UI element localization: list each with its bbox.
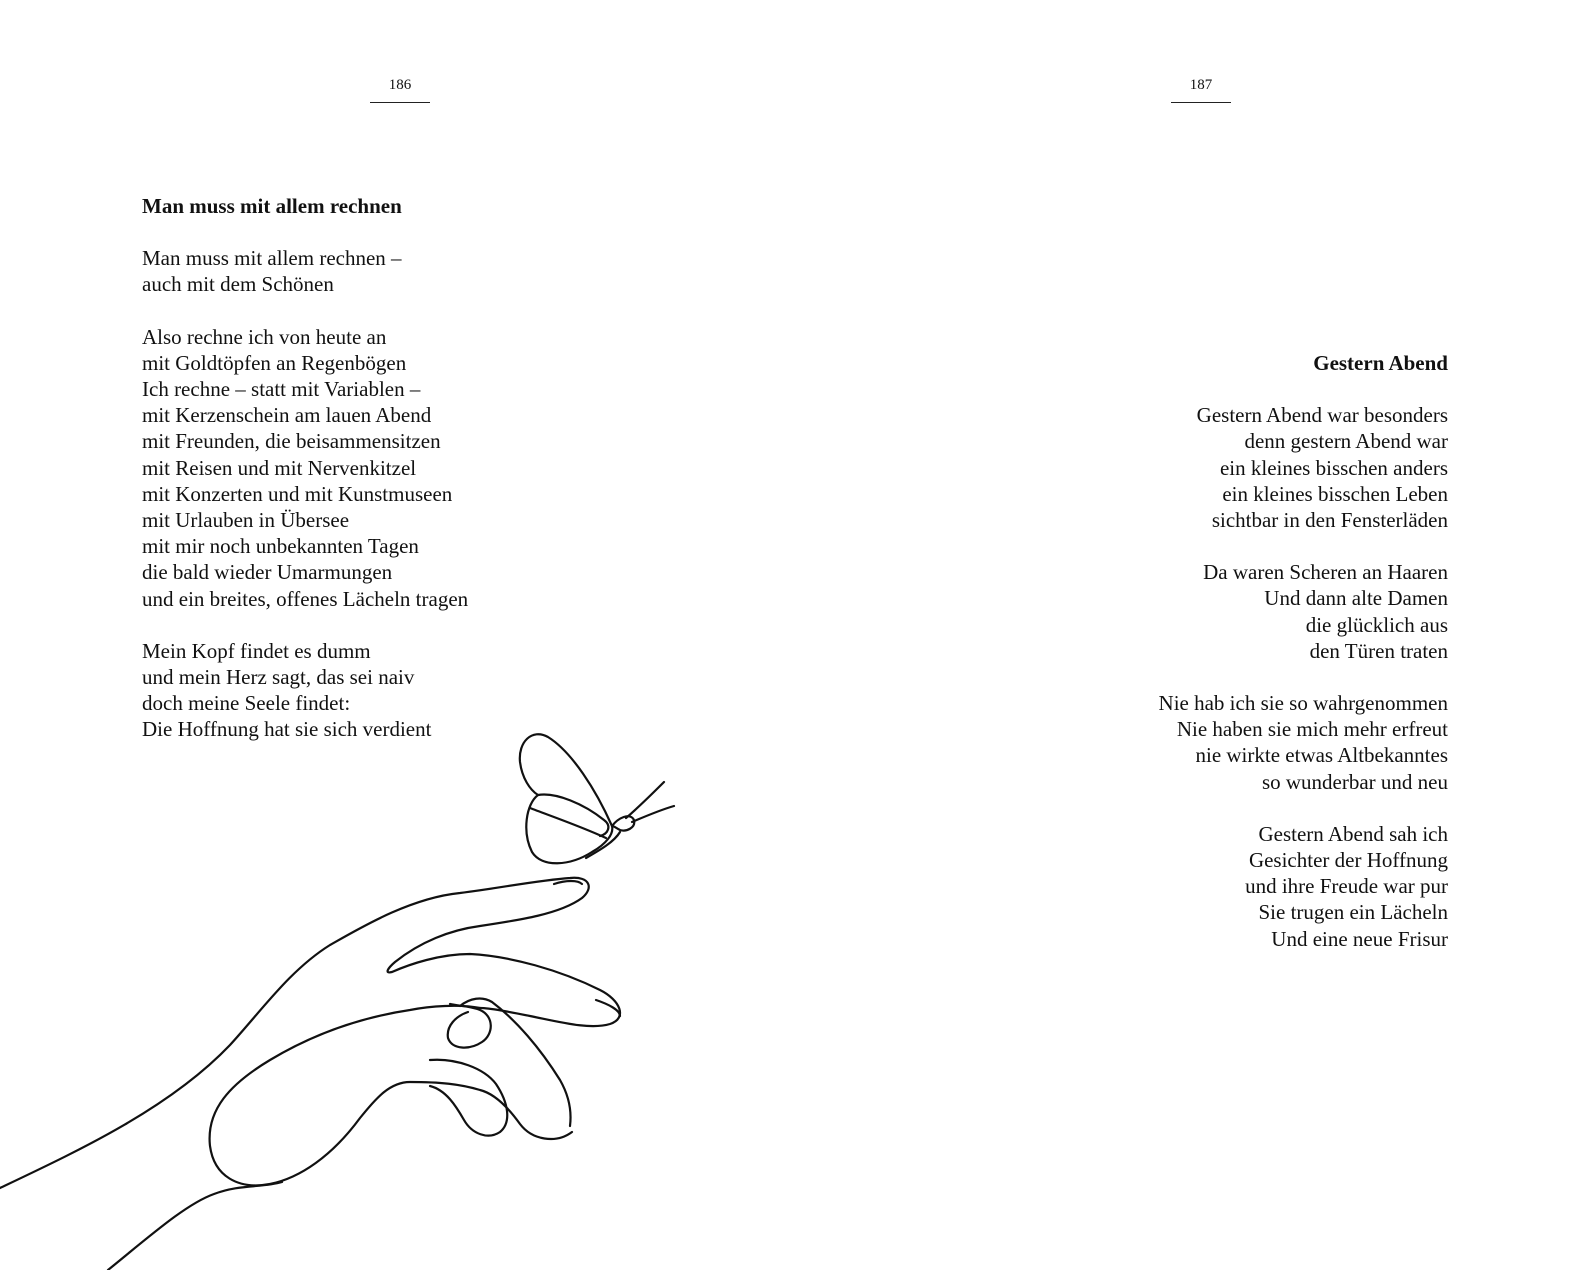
- stanza: [1159, 690, 1448, 795]
- poem-title-left: Man muss mit allem rechnen: [142, 194, 402, 218]
- stanza: [142, 324, 468, 612]
- poem-line: Und eine neue Frisur: [1271, 926, 1448, 951]
- poem-line: Und dann alte Damen: [1264, 586, 1448, 611]
- poem-line: Sie trugen ein Lächeln: [1258, 900, 1448, 925]
- poem-right: [1159, 350, 1448, 978]
- right-page: [797, 0, 1594, 1270]
- poem-line: Also rechne ich von heute an: [142, 324, 387, 349]
- poem-line: mit Freunden, die beisammensitzen: [142, 429, 441, 454]
- poem-line: Mein Kopf findet es dumm: [142, 638, 371, 663]
- poem-left: [142, 193, 468, 769]
- poem-line: ein kleines bisschen anders: [1219, 455, 1448, 480]
- poem-line: Ich rechne – statt mit Variablen –: [142, 377, 421, 402]
- poem-line: Da waren Scheren an Haaren: [1203, 560, 1448, 585]
- stanza: [1159, 559, 1448, 664]
- hand-and-butterfly-line-drawing-icon: [0, 700, 720, 1270]
- poem-line: nie wirkte etwas Altbekanntes: [1195, 743, 1448, 768]
- poem-line: Gestern Abend sah ich: [1258, 821, 1448, 846]
- poem-line: sichtbar in den Fensterläden: [1211, 508, 1448, 533]
- poem-line: Nie hab ich sie so wahrgenommen: [1158, 691, 1448, 716]
- poem-line: ein kleines bisschen Leben: [1222, 481, 1448, 506]
- page-number-rule-left: [370, 102, 430, 103]
- poem-line: und ein breites, offenes Lächeln tragen: [142, 586, 469, 611]
- page-number-left: 186: [388, 77, 412, 93]
- poem-line: und ihre Freude war pur: [1245, 874, 1448, 899]
- poem-line: mit Goldtöpfen an Regenbögen: [142, 350, 407, 375]
- stanza: [1159, 821, 1448, 952]
- poem-line: auch mit dem Schönen: [142, 272, 334, 297]
- poem-line: mit Konzerten und mit Kunstmuseen: [142, 481, 453, 506]
- poem-line: doch meine Seele findet:: [142, 691, 351, 716]
- poem-line: den Türen traten: [1309, 638, 1448, 663]
- poem-line: mit Reisen und mit Nervenkitzel: [142, 455, 417, 480]
- poem-line: so wunderbar und neu: [1261, 769, 1448, 794]
- poem-line: Gestern Abend war besonders: [1196, 403, 1448, 428]
- poem-line: Gesichter der Hoffnung: [1248, 848, 1448, 873]
- poem-line: mit Kerzenschein am lauen Abend: [142, 403, 432, 428]
- poem-line: Nie haben sie mich mehr erfreut: [1176, 717, 1448, 742]
- stanza: [142, 245, 468, 297]
- page-number-right: 187: [1189, 77, 1213, 93]
- poem-line: und mein Herz sagt, das sei naiv: [142, 665, 415, 690]
- poem-line: die glücklich aus: [1305, 612, 1448, 637]
- poem-line: Man muss mit allem rechnen –: [142, 246, 402, 271]
- poem-line: mit Urlauben in Übersee: [142, 508, 350, 533]
- stanza: [1159, 402, 1448, 533]
- page-number-rule-right: [1171, 102, 1231, 103]
- poem-title-right: Gestern Abend: [1313, 351, 1448, 375]
- poem-line: Die Hoffnung hat sie sich verdient: [142, 717, 432, 742]
- poem-line: denn gestern Abend war: [1244, 429, 1448, 454]
- poem-line: mit mir noch unbekannten Tagen: [142, 534, 419, 559]
- poem-line: die bald wieder Umarmungen: [142, 560, 393, 585]
